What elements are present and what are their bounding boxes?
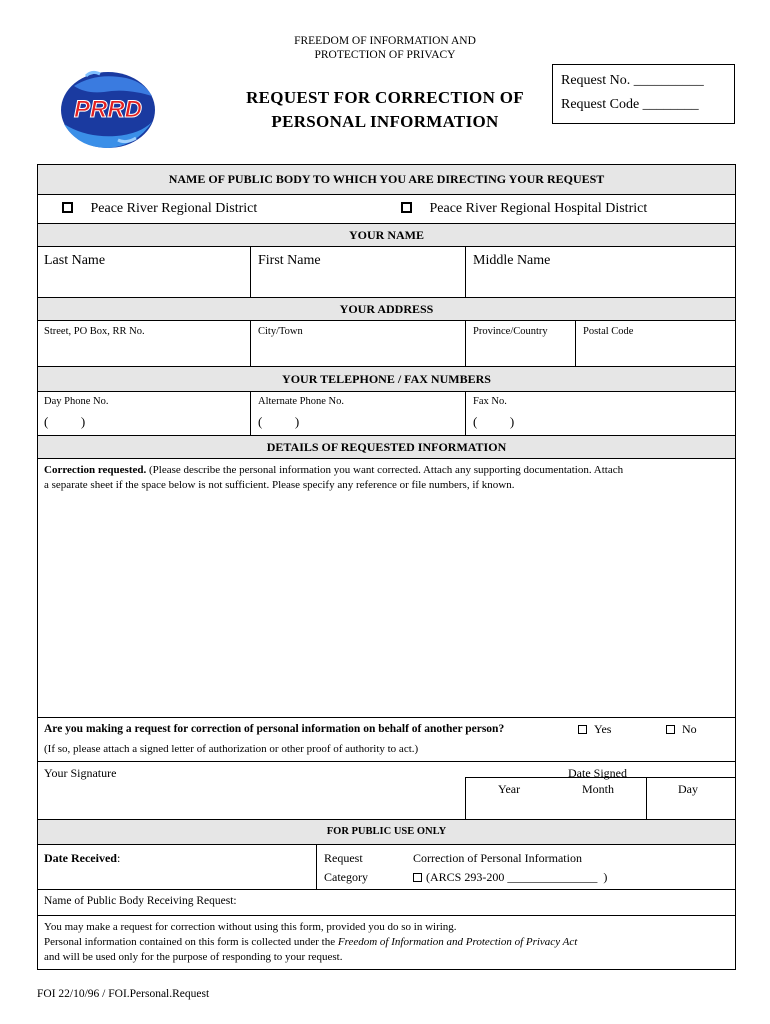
day-phone-field[interactable]: ( ) <box>44 414 86 429</box>
signature-field[interactable]: Your Signature <box>44 766 117 780</box>
postal-code-field[interactable]: Postal Code <box>583 326 634 337</box>
form-title-line-1: REQUEST FOR CORRECTION OF <box>246 88 524 107</box>
notice-line-1: You may make a request for correction without using this form, provided you do so in wiring. <box>44 921 457 933</box>
request-no-label: Request No. __________ <box>561 73 704 88</box>
arcs-label: (ARCS 293-200 _______________ ) <box>426 870 608 884</box>
checkbox-yes[interactable] <box>578 725 587 734</box>
public-use-heading: FOR PUBLIC USE ONLY <box>38 819 735 845</box>
checkbox-arcs[interactable] <box>413 873 422 882</box>
option-prrd-label: Peace River Regional District <box>90 201 258 216</box>
yes-label: Yes <box>594 722 612 736</box>
day-field[interactable]: Day <box>678 782 698 796</box>
no-label: No <box>682 722 697 736</box>
date-received-colon: : <box>116 851 121 865</box>
receiving-body-field[interactable]: Name of Public Body Receiving Request: <box>44 895 237 907</box>
public-body-heading: NAME OF PUBLIC BODY TO WHICH YOU ARE DIRECTING YOUR REQUEST <box>38 165 735 195</box>
correction-instructions-2: a separate sheet if the space below is not sufficient. Please specify any reference or file numbers, if known. <box>44 479 515 491</box>
option-hospital[interactable] <box>401 200 647 217</box>
fax-field[interactable]: ( ) <box>473 414 515 429</box>
correction-request-form <box>37 164 736 970</box>
request-number-box <box>552 64 735 124</box>
fax-label: Fax No. <box>473 396 507 407</box>
year-field[interactable]: Year <box>498 782 521 796</box>
middle-name-field[interactable]: Middle Name <box>473 253 551 268</box>
alternate-phone-field[interactable]: ( ) <box>258 414 300 429</box>
correction-category: Correction of Personal Information <box>413 851 582 865</box>
category-label: Category <box>324 870 368 884</box>
header-line-1: FREEDOM OF INFORMATION AND <box>294 35 476 47</box>
request-code-label: Request Code ________ <box>561 97 699 112</box>
logo-text: PRRD <box>73 96 143 123</box>
footer-form-id: FOI 22/10/96 / FOI.Personal.Request <box>37 988 210 1000</box>
alternate-phone-label: Alternate Phone No. <box>258 396 345 407</box>
behalf-no-option[interactable] <box>666 722 697 737</box>
option-hospital-label: Peace River Regional Hospital District <box>429 201 648 216</box>
month-field[interactable]: Month <box>582 782 615 796</box>
checkbox-hospital[interactable] <box>401 202 412 213</box>
form-title-line-2: PERSONAL INFORMATION <box>271 112 499 131</box>
province-field[interactable]: Province/Country <box>473 326 548 337</box>
your-address-heading: YOUR ADDRESS <box>38 297 735 321</box>
city-field[interactable]: City/Town <box>258 326 303 337</box>
correction-textarea[interactable] <box>39 495 734 717</box>
details-heading: DETAILS OF REQUESTED INFORMATION <box>38 435 735 459</box>
notice-line-3: and will be used only for the purpose of responding to your request. <box>44 951 343 963</box>
phone-heading: YOUR TELEPHONE / FAX NUMBERS <box>38 366 735 392</box>
last-name-field[interactable]: Last Name <box>44 253 106 268</box>
day-phone-label: Day Phone No. <box>44 396 109 407</box>
arcs-option[interactable] <box>413 870 607 885</box>
behalf-note: (If so, please attach a signed letter of authorization or other proof of authority to act.) <box>44 743 419 755</box>
checkbox-prrd[interactable] <box>62 202 73 213</box>
checkbox-no[interactable] <box>666 725 675 734</box>
option-prrd[interactable] <box>62 200 257 217</box>
notice-line-2a: Personal information contained on this form is collected under the <box>44 936 338 948</box>
behalf-yes-option[interactable] <box>578 722 611 737</box>
request-label: Request <box>324 851 363 865</box>
behalf-question: Are you making a request for correction of personal information on behalf of another person? <box>44 723 505 735</box>
date-received-label: Date Received <box>44 851 117 865</box>
your-name-heading: YOUR NAME <box>38 223 735 247</box>
foippa-act-title: Freedom of Information and Protection of Privacy Act <box>337 936 578 948</box>
date-signed-label: Date Signed <box>568 766 627 780</box>
notice-line-2 <box>44 935 577 950</box>
correction-label: Correction requested. <box>44 464 147 476</box>
correction-instructions: (Please describe the personal information you want corrected. Attach any supporting documentation. Attach <box>146 464 624 476</box>
prrd-logo <box>56 66 160 150</box>
first-name-field[interactable]: First Name <box>258 253 321 268</box>
header-line-2: PROTECTION OF PRIVACY <box>314 49 456 61</box>
street-field[interactable]: Street, PO Box, RR No. <box>44 326 145 337</box>
